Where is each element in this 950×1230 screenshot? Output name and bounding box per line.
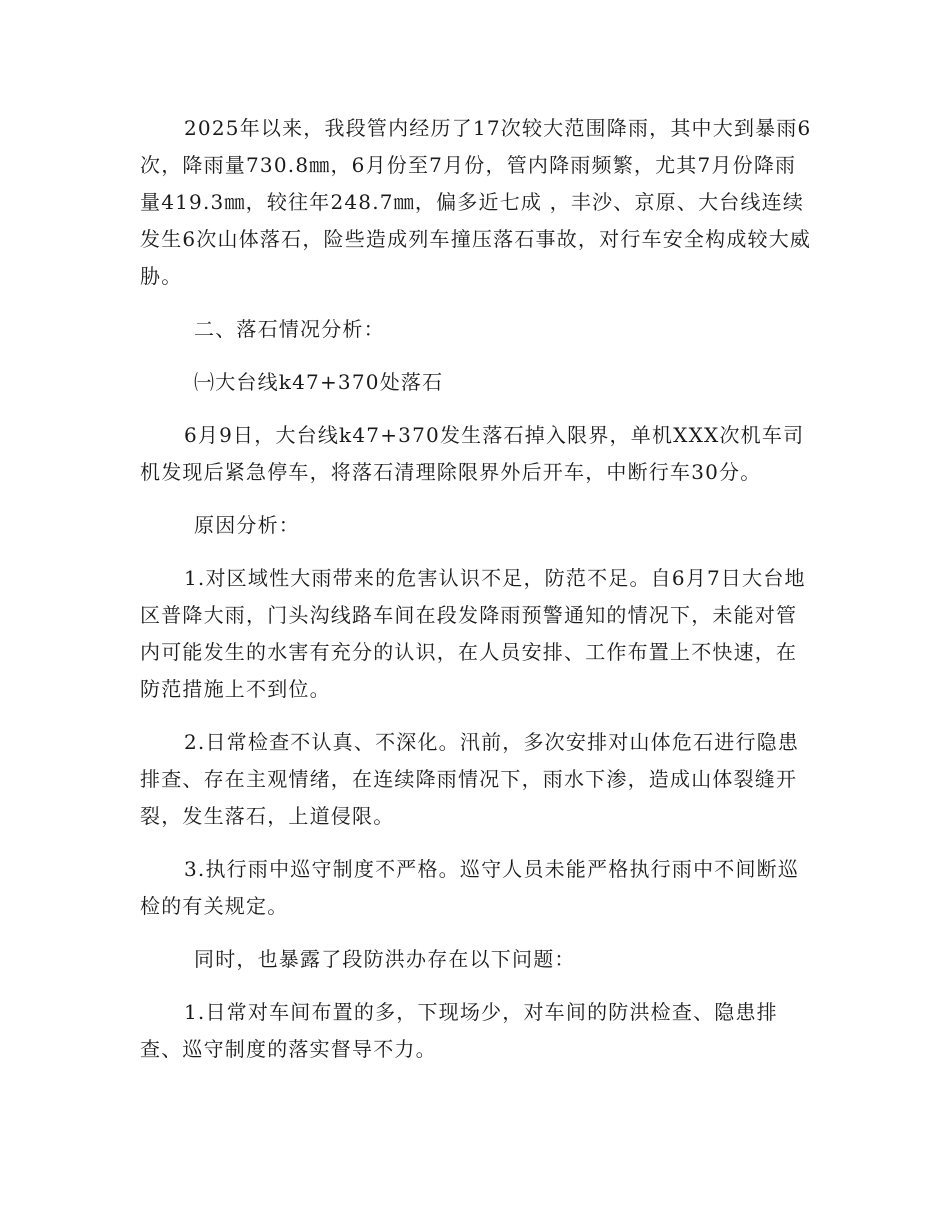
- paragraph-incident-description: 6月9日，大台线k47+370发生落石掉入限界，单机XXX次机车司机发现后紧急停车，将落石清理除限界外后开车，中断行车30分。: [140, 423, 805, 484]
- paragraph-rainfall-summary: 2025年以来，我段管内经历了17次较大范围降雨，其中大到暴雨6次，降雨量730.8㎜，6月份至7月份，管内降雨频繁，尤其7月份降雨量419.3㎜，较往年248.7㎜，偏多近七成 ，丰沙、京原、大台线连续发生6次山体落石，险些造成列车撞压落石事故，对行车安全构成较大威胁。: [140, 116, 812, 288]
- paragraph-cause-2: 2.日常检查不认真、不深化。汛前，多次安排对山体危石进行隐患排查、存在主观情绪，在连续降雨情况下，雨水下渗，造成山体裂缝开裂，发生落石，上道侵限。: [140, 730, 800, 828]
- paragraph-problem-1: 1.日常对车间布置的多，下现场少，对车间的防洪检查、隐患排查、巡守制度的落实督导不力。: [140, 1000, 778, 1061]
- heading-cause-analysis: 原因分析：: [194, 513, 300, 537]
- paragraph-cause-1: 1.对区域性大雨带来的危害认识不足，防范不足。自6月7日大台地区普降大雨，门头沟线路车间在段发降雨预警通知的情况下，未能对管内可能发生的水害有充分的认识，在人员安排、工作布置上不快速，在防范措施上不到位。: [140, 566, 806, 701]
- heading-exposed-problems: 同时，也暴露了段防洪办存在以下问题：: [194, 947, 576, 971]
- paragraph-cause-3: 3.执行雨中巡守制度不严格。巡守人员未能严格执行雨中不间断巡检的有关规定。: [140, 857, 800, 918]
- subsection-heading-datai-line: ㈠大台线k47+370处落石: [194, 370, 444, 394]
- section-heading-rockfall-analysis: 二、落石情况分析：: [194, 317, 385, 341]
- document-body: [140, 110, 815, 1084]
